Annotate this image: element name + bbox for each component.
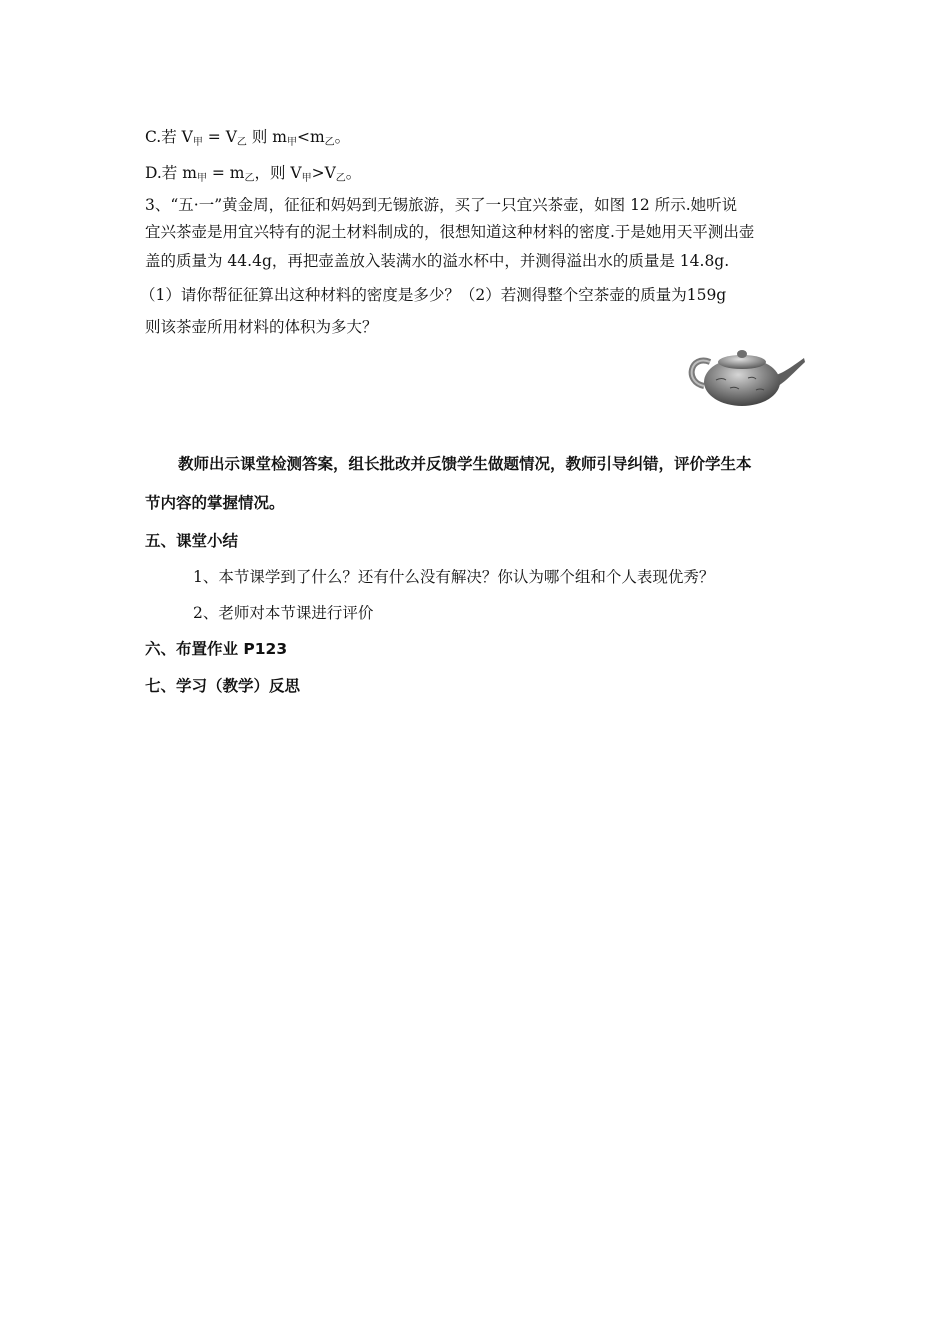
section5-heading: 五、课堂小结 bbox=[145, 532, 239, 550]
option-c-prefix: C.若 V bbox=[145, 128, 193, 146]
option-c-sub3: 甲 bbox=[286, 137, 297, 148]
teacher-note-line2: 节内容的掌握情况。 bbox=[145, 494, 285, 512]
option-d-sub1: 甲 bbox=[196, 173, 207, 184]
option-c-sub4: 乙 bbox=[324, 137, 335, 148]
option-c bbox=[145, 126, 350, 154]
option-d-sub2: 乙 bbox=[244, 173, 255, 184]
question3-line2: 宜兴茶壶是用宜兴特有的泥土材料制成的，很想知道这种材料的密度.于是她用天平测出壶 bbox=[145, 223, 755, 241]
section6-heading: 六、布置作业 P123 bbox=[145, 640, 288, 658]
teacher-note-line1: 教师出示课堂检测答案，组长批改并反馈学生做题情况，教师引导纠错，评价学生本 bbox=[178, 455, 752, 473]
option-d-sub4: 乙 bbox=[335, 173, 346, 184]
teapot-image bbox=[686, 340, 806, 412]
option-c-sub1: 甲 bbox=[192, 137, 203, 148]
option-c-sub2: 乙 bbox=[236, 137, 247, 148]
section5-item1: 1、本节课学到了什么？还有什么没有解决？你认为哪个组和个人表现优秀？ bbox=[193, 568, 715, 586]
section7-heading: 七、学习（教学）反思 bbox=[145, 677, 301, 695]
option-d-mid3: >V bbox=[311, 164, 336, 182]
question3-line3: 盖的质量为 44.4g，再把壶盖放入装满水的溢水杯中，并测得溢出水的质量是 14.8g. bbox=[145, 252, 730, 270]
option-d-end: 。 bbox=[345, 164, 362, 182]
option-d bbox=[145, 162, 361, 190]
option-c-mid3: <m bbox=[296, 128, 325, 146]
option-d-mid2: ，则 V bbox=[254, 164, 302, 182]
option-d-mid1: = m bbox=[206, 164, 245, 182]
option-c-mid2: 则 m bbox=[246, 128, 287, 146]
option-c-end: 。 bbox=[334, 128, 351, 146]
section5-item2: 2、老师对本节课进行评价 bbox=[193, 604, 374, 622]
option-d-prefix: D.若 m bbox=[145, 164, 197, 182]
question3-line1: 3、“五·一”黄金周，征征和妈妈到无锡旅游，买了一只宜兴茶壶，如图 12 所示.她听说 bbox=[145, 196, 738, 214]
question3-line5: 则该茶壶所用材料的体积为多大？ bbox=[145, 318, 378, 336]
question3-line4: （1）请你帮征征算出这种材料的密度是多少？（2）若测得整个空茶壶的质量为159g bbox=[140, 286, 727, 304]
option-d-sub3: 甲 bbox=[301, 173, 312, 184]
option-c-mid1: = V bbox=[202, 128, 237, 146]
